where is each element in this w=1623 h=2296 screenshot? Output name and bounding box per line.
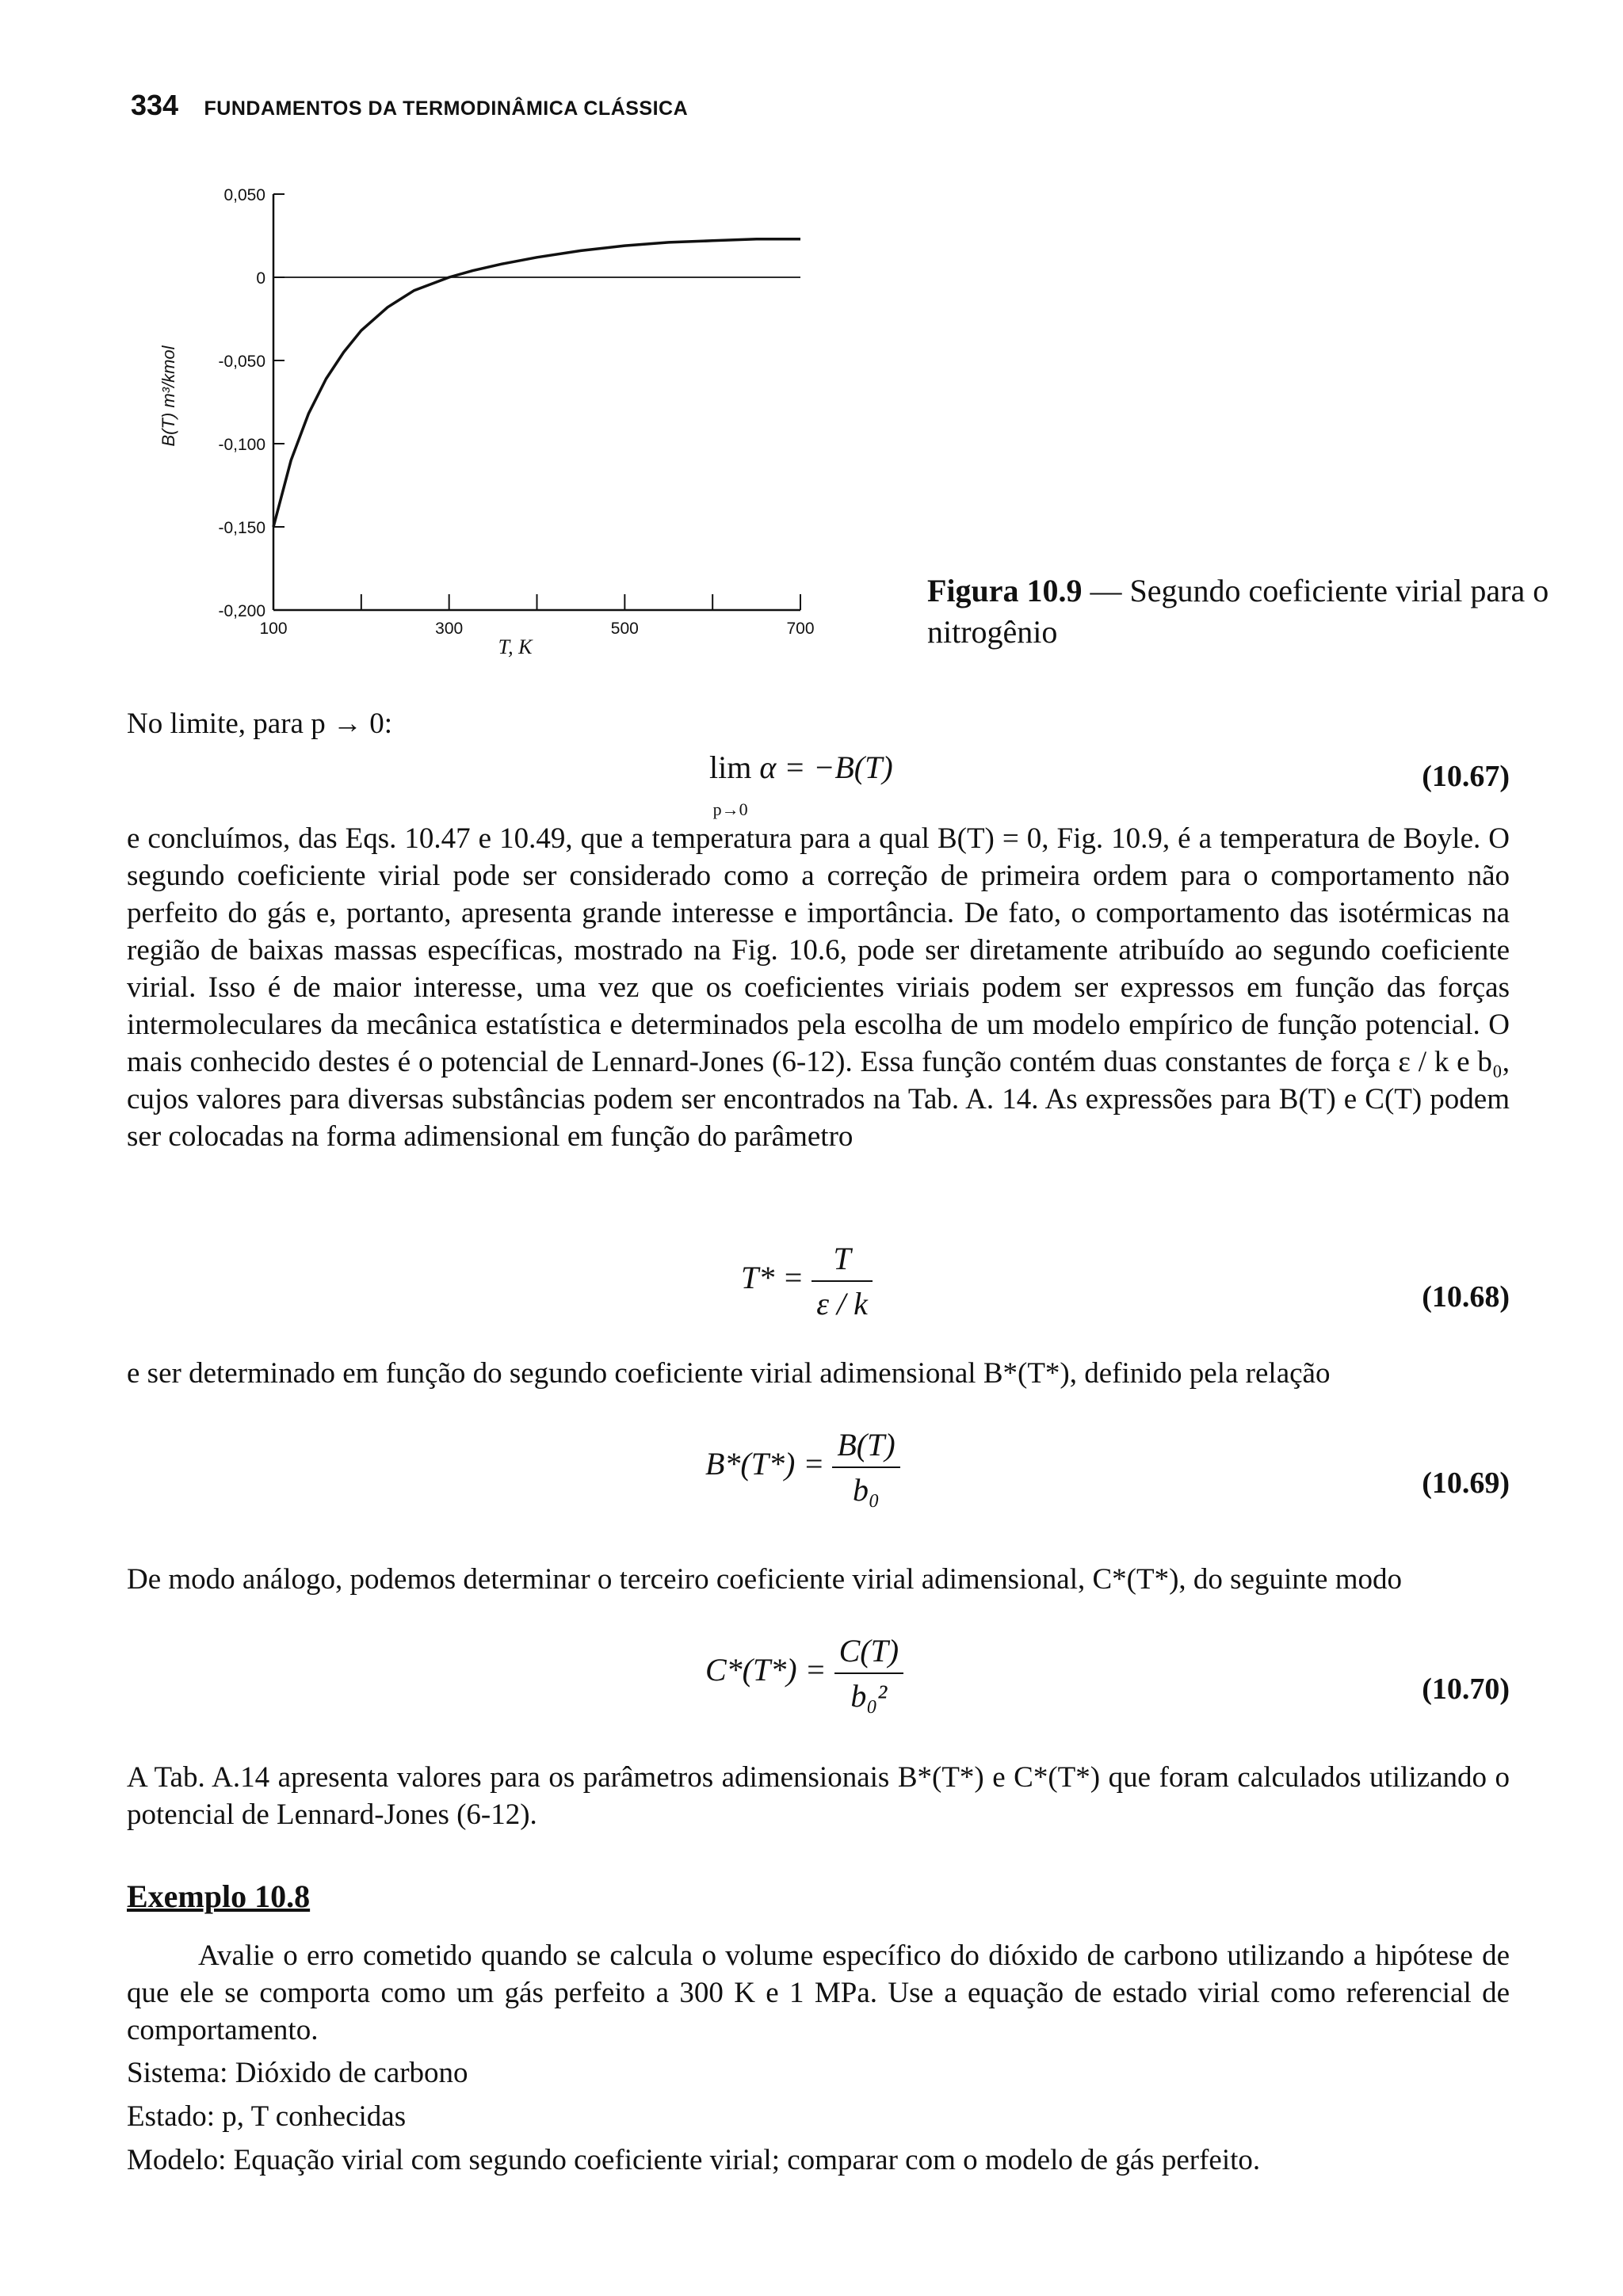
paragraph-bstar: e ser determinado em função do segundo coeficiente virial adimensional B*(T*), definido pela relação — [127, 1357, 1331, 1390]
figure-10-9-chart — [151, 162, 848, 677]
caption-label: Figura 10.9 — [927, 573, 1083, 608]
eq68-lhs: T* = — [741, 1260, 804, 1296]
x-tick-label: 100 — [259, 620, 288, 638]
y-tick-label: -0,050 — [218, 353, 265, 371]
y-tick-label: -0,150 — [218, 519, 265, 537]
page-number: 334 — [131, 89, 179, 121]
equation-10-67 — [709, 749, 893, 823]
page-header — [131, 89, 688, 122]
eq68-number: (10.68) — [1422, 1280, 1510, 1314]
eq69-den: b₀ — [832, 1466, 899, 1508]
eq68-num: T — [833, 1241, 851, 1276]
example-heading: Exemplo 10.8 — [127, 1878, 311, 1914]
y-tick-label: -0,100 — [218, 436, 265, 454]
b-of-t-curve — [273, 239, 800, 527]
eq67-body: α = −B(T) — [759, 749, 893, 785]
paragraph-cstar: De modo análogo, podemos determinar o terceiro coeficiente virial adimensional, C*(T*), do seguinte modo — [127, 1563, 1403, 1596]
y-tick-label: 0 — [256, 269, 265, 288]
eq68-den: ε / k — [812, 1280, 873, 1322]
equation-10-69 — [705, 1426, 900, 1508]
eq67-sub: p→0 — [712, 799, 748, 819]
example-body: Avalie o erro cometido quando se calcula o volume específico do dióxido de carbono utilizando a hipótese de que ele se comporta como um gás perfeito a 300 K e 1 MPa. Use a equação de estado virial como referencial de comportamento. — [127, 1939, 1510, 2046]
eq69-lhs: B*(T*) = — [705, 1446, 825, 1482]
eq69-num: B(T) — [837, 1427, 896, 1463]
example-modelo: Modelo: Equação virial com segundo coeficiente virial; comparar com o modelo de gás perfeito. — [127, 2144, 1261, 2176]
y-axis-label: B(T) m³/kmol — [158, 345, 178, 447]
eq67-number: (10.67) — [1422, 760, 1510, 793]
caption-text: — Segundo coeficiente virial para o nitrogênio — [927, 573, 1549, 650]
paragraph-table: A Tab. A.14 apresenta valores para os parâmetros adimensionais B*(T*) e C*(T*) que foram calculados utilizando o potencial de Lennard-Jones (6-12). — [127, 1761, 1510, 1831]
y-tick-label: 0,050 — [223, 186, 265, 204]
equation-10-70 — [705, 1632, 903, 1714]
example-sistema: Sistema: Dióxido de carbono — [127, 2057, 468, 2089]
x-tick-label: 300 — [435, 620, 464, 638]
x-tick-label: 700 — [786, 620, 815, 638]
running-title: FUNDAMENTOS DA TERMODINÂMICA CLÁSSICA — [204, 97, 689, 120]
eq70-number: (10.70) — [1422, 1672, 1510, 1706]
example-estado: Estado: p, T conhecidas — [127, 2100, 407, 2133]
x-axis-label: T, K — [498, 635, 533, 658]
figure-caption — [927, 570, 1623, 653]
eq69-number: (10.69) — [1422, 1466, 1510, 1500]
paragraph-limit: No limite, para p → 0: — [127, 707, 392, 740]
eq70-lhs: C*(T*) = — [705, 1652, 827, 1688]
eq70-den: b₀² — [834, 1672, 904, 1714]
equation-10-68 — [741, 1240, 873, 1322]
x-tick-label: 500 — [610, 620, 639, 638]
paragraph-boyle: e concluímos, das Eqs. 10.47 e 10.49, que a temperatura para a qual B(T) = 0, Fig. 10.9, é a temperatura de Boyle. O segundo coeficiente virial pode ser considerado como a correção de primeira ordem para o comportamento não perfeito do gás e, portanto, apresenta grande interesse e importância. De fato, o comportamento das isotérmicas na região de baixas massas específicas, mostrado na Fig. 10.6, pode ser diretamente atribuído ao segundo coeficiente virial. Isso é de maior interesse, uma vez que os coeficientes viriais podem ser expressos em função das forças intermoleculares da mecânica estatística e determinados pela escolha de um modelo empírico de função potencial. O mais conhecido destes é o potencial de Lennard-Jones (6-12). Essa função contém duas constantes de força ε / k e b₀, cujos valores para diversas substâncias podem ser encontrados na Tab. A. 14. As expressões para B(T) e C(T) podem ser colocadas na forma adimensional em função do parâmetro — [127, 822, 1510, 1153]
eq67-lim: lim — [709, 749, 752, 785]
eq70-num: C(T) — [838, 1633, 899, 1669]
y-tick-label: -0,200 — [218, 602, 265, 620]
